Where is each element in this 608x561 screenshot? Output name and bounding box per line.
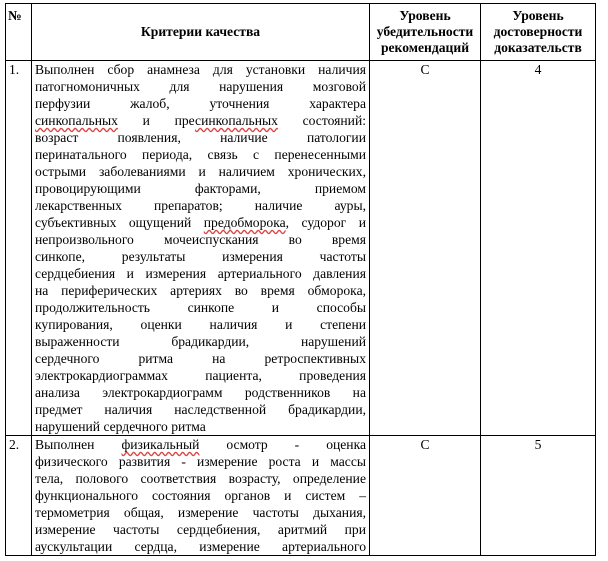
criteria-line: функционального состояния органов и систем – [35,488,366,503]
criteria-line: субъективных ощущений предобморока, судорог и [35,215,366,230]
row-criteria-text [32,61,370,436]
header-row [6,4,596,61]
criteria-line: продолжительность синкопе и способы [35,300,366,315]
criteria-line: тела, полового соответствия возрасту, определение [35,471,366,486]
criteria-line: электрокардиограммах пациента, проведения [35,368,366,383]
criteria-line: острыми заболеваниями и наличием хронических, [35,164,366,179]
header-evid-line-3: доказательств [494,40,582,55]
row-number: 2. [6,436,32,556]
criteria-line: патогномоничных для нарушения мозговой [35,79,366,94]
criteria-line: физического развития - измерение роста и массы [35,454,366,469]
criteria-line: выраженности брадикардии, нарушений [35,334,366,349]
header-number: № [6,4,32,61]
header-recommendation-level [370,4,481,61]
criteria-line: купирования, оценки наличия и степени [35,317,366,332]
header-criteria: Критерии качества [32,4,370,61]
quality-criteria-table [5,3,596,556]
table-row [6,61,596,436]
criteria-line: возраст появления, наличие патологии [35,130,366,145]
criteria-line: аускультации сердца, измерение артериального [35,539,366,554]
criteria-line: измерение частоты сердцебиения, аритмий при [35,522,366,537]
row-recommendation-level: C [370,436,481,556]
row-evidence-level: 5 [481,436,596,556]
criteria-line: Выполнен физикальный осмотр - оценка [35,437,367,452]
criteria-line: синкопальных и пресинкопальных состояний: [35,113,366,128]
criteria-line: перфузии жалоб, уточнения характера [35,96,366,111]
header-evid-line-2: достоверности [493,24,583,39]
header-evidence-level [481,4,596,61]
row-criteria-text [32,436,370,556]
criteria-line: Выполнен сбор анамнеза для установки наличия [35,62,366,77]
row-evidence-level: 4 [481,61,596,436]
criteria-line: нарушений сердечного ритма [35,419,206,434]
table-row [6,436,596,556]
row-number: 1. [6,61,32,436]
header-rec-line-3: рекомендаций [380,40,470,55]
criteria-line: анализа электрокардиограмм родственников на [35,385,366,400]
criteria-line: предмет наличия наследственной брадикардии, [35,402,366,417]
criteria-line: перинатального периода, связь с перенесенными [35,147,366,162]
criteria-line: термометрия общая, измерение частоты дыхания, [35,505,366,520]
criteria-line: сердцебиения и измерения артериального давления [35,266,366,281]
criteria-line: сердечного ритма на ретроспективных [35,351,366,366]
row-recommendation-level: C [370,61,481,436]
criteria-line: провоцирующими факторами, приемом [35,181,366,196]
criteria-line: на периферических артериях во время обморока, [35,283,366,298]
header-rec-line-2: убедительности [376,24,474,39]
criteria-line: непроизвольного мочеиспускания во время [35,232,366,247]
header-evid-line-1: Уровень [512,8,564,23]
header-rec-line-1: Уровень [399,8,451,23]
criteria-line: лекарственных препаратов; наличие ауры, [35,198,366,213]
criteria-line: синкопе, результаты измерения частоты [35,249,366,264]
